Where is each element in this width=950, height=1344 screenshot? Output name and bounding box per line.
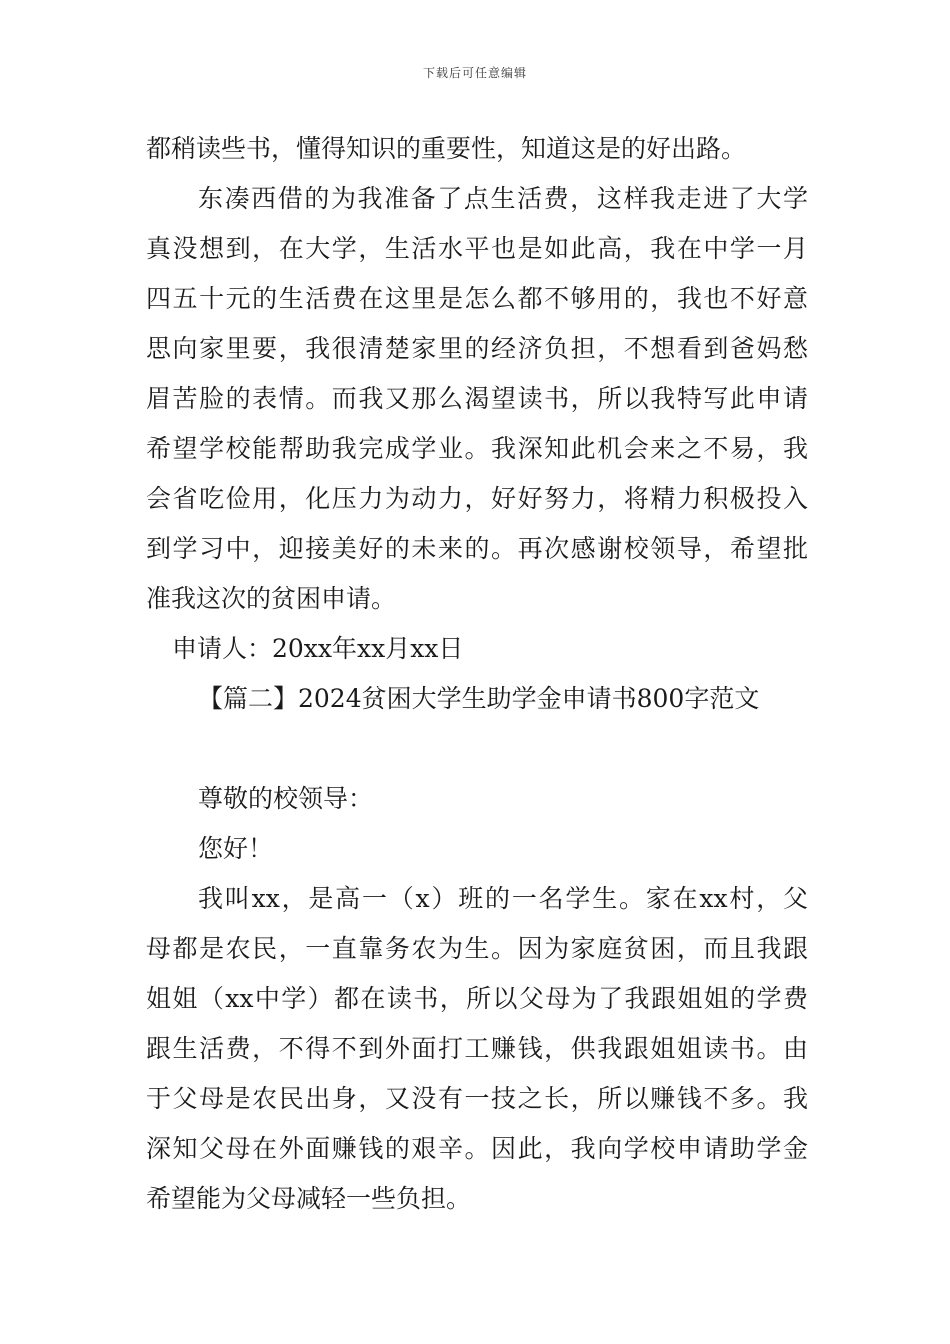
paragraph-line: 姐姐（xx中学）都在读书，所以父母为了我跟姐姐的学费 (146, 984, 808, 1013)
greeting: 您好！ (198, 834, 274, 863)
paragraph-line: 准我这次的贫困申请。 (146, 584, 397, 613)
document-body (146, 124, 808, 1224)
paragraph-line: 深知父母在外面赚钱的艰辛。因此，我向学校申请助学金 (146, 1134, 808, 1163)
paragraph-line: 母都是农民，一直靠务农为生。因为家庭贫困，而且我跟 (146, 934, 808, 963)
page-header: 下载后可任意编辑 (422, 66, 527, 80)
paragraph-line: 四五十元的生活费在这里是怎么都不够用的，我也不好意 (146, 284, 808, 313)
section-title: 【篇二】2024贫困大学生助学金申请书800字范文 (198, 684, 760, 713)
paragraph-line: 会省吃俭用，化压力为动力，好好努力，将精力积极投入 (146, 484, 808, 513)
paragraph-line: 到学习中，迎接美好的未来的。再次感谢校领导，希望批 (146, 534, 808, 563)
paragraph-line: 东凑西借的为我准备了点生活费，这样我走进了大学 (198, 184, 808, 213)
paragraph-line: 我叫xx，是高一（x）班的一名学生。家在xx村，父 (198, 884, 808, 913)
paragraph-line: 希望能为父母减轻一些负担。 (146, 1184, 472, 1213)
signature-line: 申请人：20xx年xx月xx日 (172, 634, 464, 663)
paragraph-line: 眉苦脸的表情。而我又那么渴望读书，所以我特写此申请 (146, 384, 808, 413)
paragraph-line: 思向家里要，我很清楚家里的经济负担，不想看到爸妈愁 (146, 334, 808, 363)
paragraph-line: 于父母是农民出身，又没有一技之长，所以赚钱不多。我 (146, 1084, 808, 1113)
paragraph-line: 跟生活费，不得不到外面打工赚钱，供我跟姐姐读书。由 (146, 1034, 808, 1063)
salutation: 尊敬的校领导： (198, 784, 374, 813)
blank-line (146, 724, 808, 774)
paragraph-line: 真没想到，在大学，生活水平也是如此高，我在中学一月 (146, 234, 808, 263)
paragraph-line: 希望学校能帮助我完成学业。我深知此机会来之不易，我 (146, 434, 808, 463)
paragraph-line: 都稍读些书，懂得知识的重要性，知道这是的好出路。 (146, 134, 747, 163)
